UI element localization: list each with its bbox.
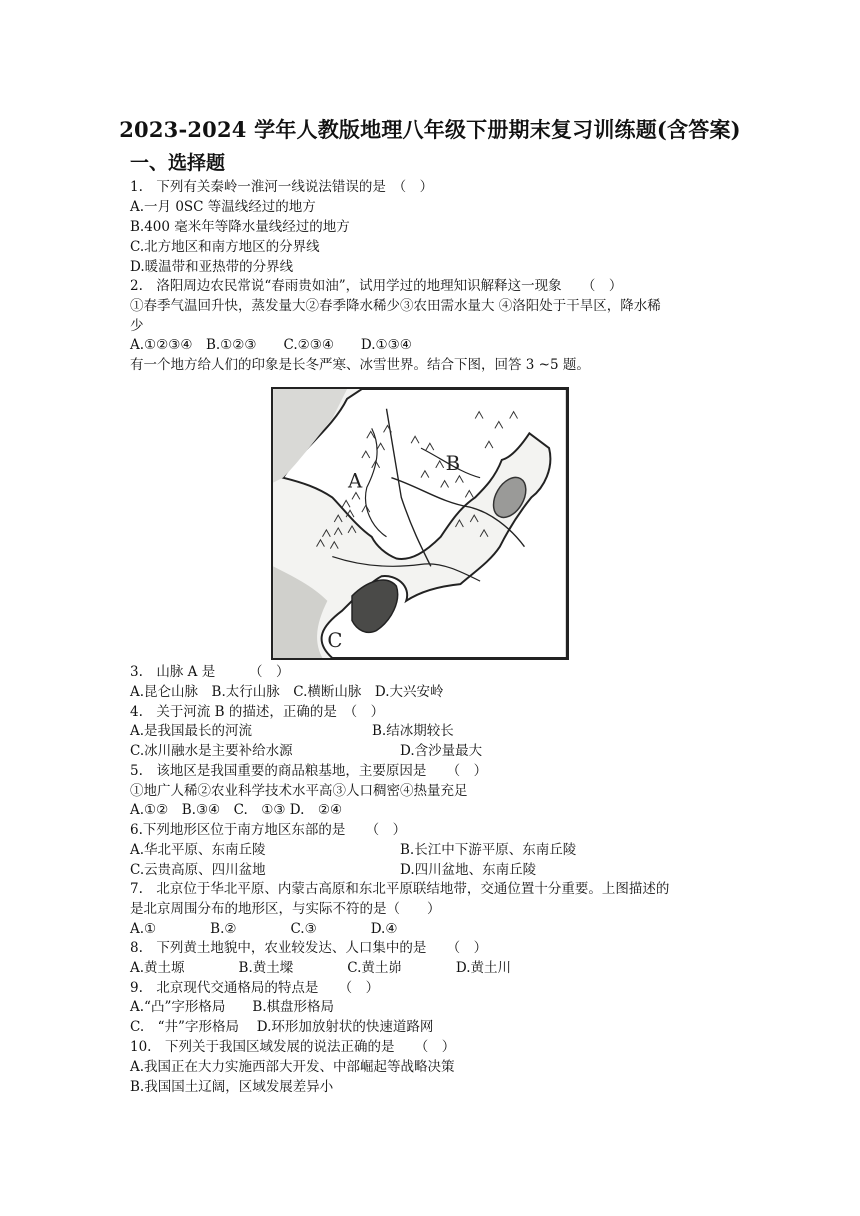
- question-line: 10. 下列关于我国区域发展的说法正确的是 （ ）: [130, 1039, 456, 1055]
- option-right: B.长江中下游平原、东南丘陵: [400, 842, 577, 858]
- question-line: [130, 861, 537, 879]
- question-line: 6.下列地形区位于南方地区东部的是 （ ）: [130, 822, 407, 838]
- question-line: 有一个地方给人们的印象是长冬严寒、冰雪世界。结合下图，回答 3 ~5 题。: [130, 357, 590, 373]
- question-line: A.①②③④ B.①②③ C.②③④ D.①③④: [130, 337, 412, 353]
- question-line: ①地广人稀②农业科学技术水平高③人口稠密④热量充足: [130, 783, 468, 799]
- question-line: [130, 742, 483, 760]
- option-left: A.是我国最长的河流: [130, 723, 253, 739]
- question-line: 4. 关于河流 B 的描述，正确的是 （ ）: [130, 704, 385, 720]
- question-line: B.我国国土辽阔，区域发展差异小: [130, 1079, 334, 1095]
- option-left: A.华北平原、东南丘陵: [130, 842, 266, 858]
- option-left: C.云贵高原、四川盆地: [130, 862, 266, 878]
- question-line: A.“凸”字形格局 B.棋盘形格局: [130, 999, 335, 1015]
- question-line: [130, 722, 454, 740]
- map-graphic: [273, 389, 567, 658]
- question-line: D.暖温带和亚热带的分界线: [130, 259, 294, 275]
- question-line: 5. 该地区是我国重要的商品粮基地，主要原因是 （ ）: [130, 763, 488, 779]
- option-right: D.含沙量最大: [400, 743, 483, 759]
- sea-area: [273, 566, 327, 658]
- question-line: 9. 北京现代交通格局的特点是 （ ）: [130, 980, 380, 996]
- river: [332, 557, 480, 582]
- option-right: D.四川盆地、东南丘陵: [400, 862, 537, 878]
- question-line: 3. 山脉 A 是 （ ）: [130, 664, 290, 680]
- question-line: A.一月 0SC 等温线经过的地方: [130, 199, 316, 215]
- question-line: ①春季气温回升快，蒸发量大②春季降水稀少③农田需水量大 ④洛阳处于干旱区，降水稀: [130, 298, 661, 314]
- question-line: C. “井”字形格局 D.环形加放射状的快速道路网: [130, 1019, 434, 1035]
- map-label-a: A: [348, 469, 363, 493]
- question-line: 是北京周围分布的地形区，与实际不符的是（ ）: [130, 901, 441, 917]
- question-line: 7. 北京位于华北平原、内蒙古高原和东北平原联结地带，交通位置十分重要。上图描述的: [130, 881, 670, 897]
- question-line: C.北方地区和南方地区的分界线: [130, 239, 320, 255]
- question-line: A.昆仑山脉 B.太行山脉 C.横断山脉 D.大兴安岭: [130, 684, 444, 700]
- question-line: A.① B.② C.③ D.④: [130, 921, 398, 937]
- question-line: 8. 下列黄土地貌中，农业较发达、人口集中的是 （ ）: [130, 940, 488, 956]
- section-heading: 一、选择题: [130, 152, 226, 174]
- option-right: B.结冰期较长: [372, 723, 454, 739]
- map-label-c: C: [327, 629, 343, 653]
- question-line: 1. 下列有关秦岭一淮河一线说法错误的是 （ ）: [130, 179, 434, 195]
- map-label-b: B: [445, 451, 461, 475]
- question-line: A.①② B.③④ C. ①③ D. ②④: [130, 802, 343, 818]
- question-line: A.我国正在大力实施西部大开发、中部崛起等战略决策: [130, 1059, 455, 1075]
- doc-title: 2023-2024 学年人教版地理八年级下册期末复习训练题(含答案): [119, 117, 741, 142]
- option-left: C.冰川融水是主要补给水源: [130, 743, 293, 759]
- question-line: 少: [130, 318, 144, 334]
- land-outline: [283, 389, 567, 658]
- northeast-map-figure: [271, 387, 569, 660]
- question-line: [130, 841, 577, 859]
- question-line: A.黄土塬 B.黄土墚 C.黄土峁 D.黄土川: [130, 960, 512, 976]
- question-line: B.400 毫米年等降水量线经过的地方: [130, 219, 350, 235]
- question-line: 2. 洛阳周边农民常说“春雨贵如油”，试用学过的地理知识解释这一现象 （ ）: [130, 278, 623, 294]
